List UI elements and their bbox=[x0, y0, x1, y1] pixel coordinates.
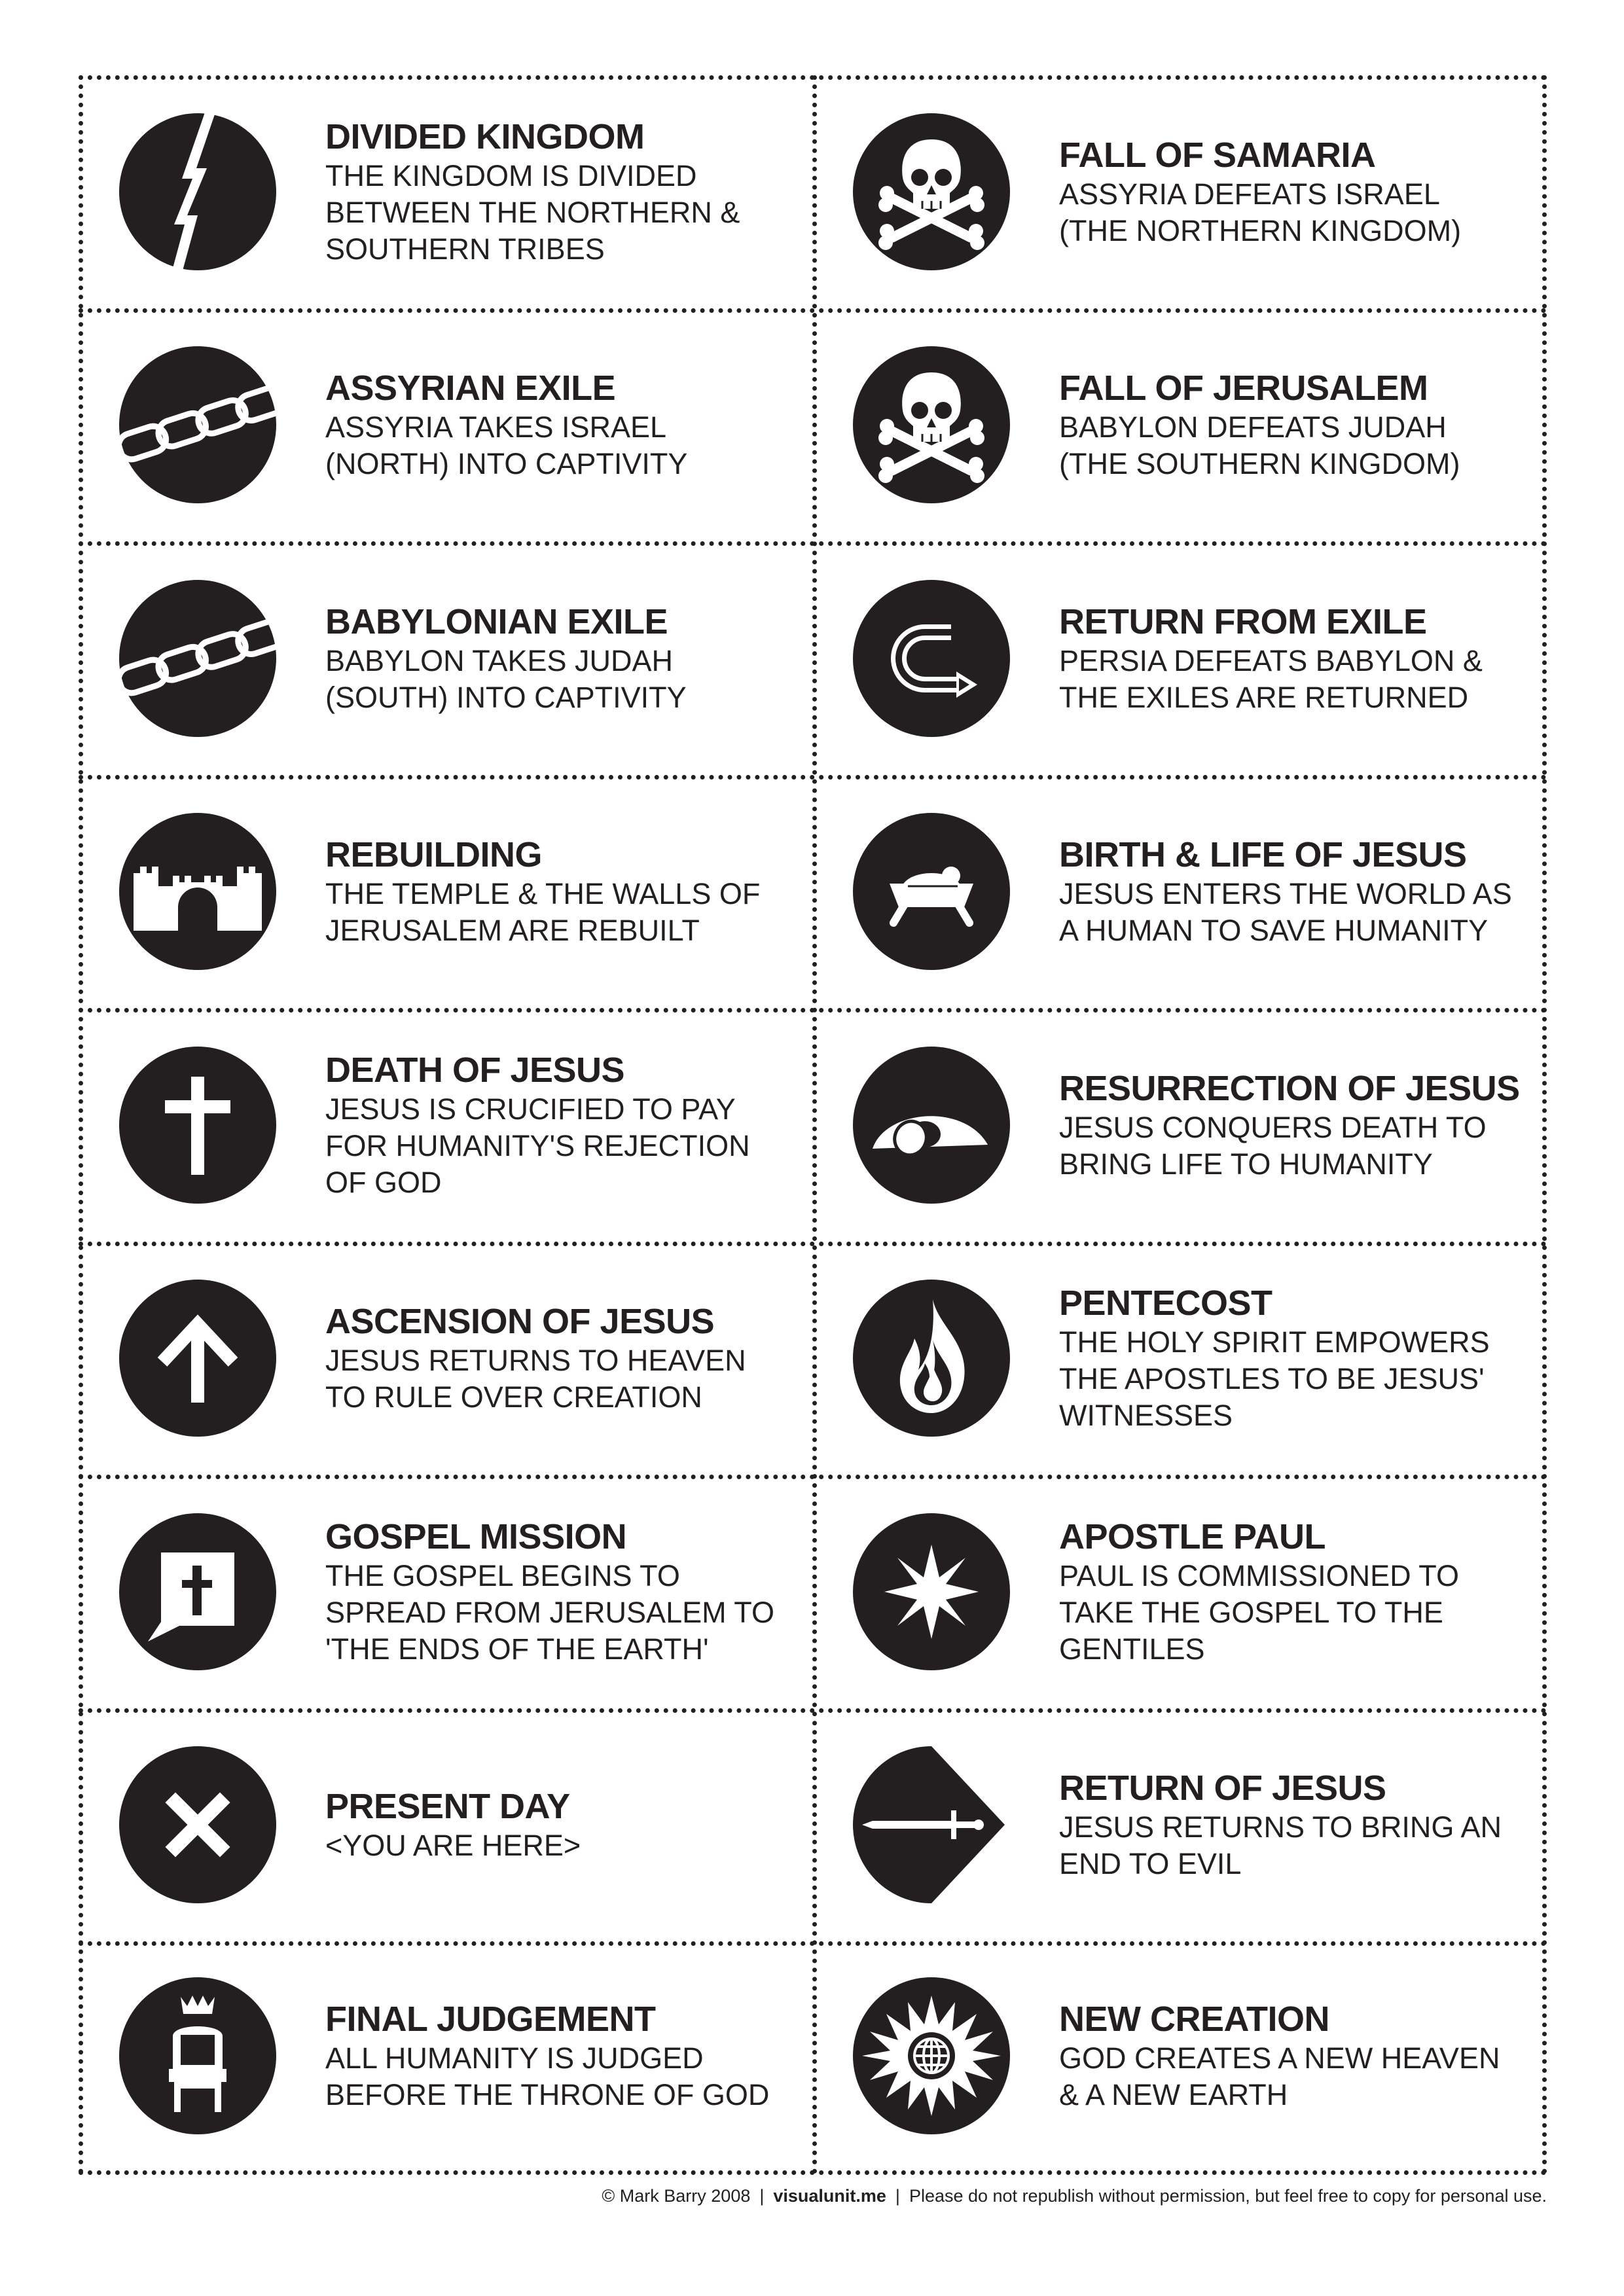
card-description-line: SPREAD FROM JERUSALEM TO bbox=[325, 1595, 774, 1629]
card-description-line: OF GOD bbox=[325, 1165, 442, 1199]
website-link[interactable]: visualunit.me bbox=[773, 2186, 886, 2206]
card-description-line: BETWEEN THE NORTHERN & bbox=[325, 196, 740, 229]
card-title: RESURRECTION OF JESUS bbox=[1059, 1068, 1520, 1108]
speech-bubble-cross-icon bbox=[119, 1513, 276, 1670]
card-description-line: (THE NORTHERN KINGDOM) bbox=[1059, 214, 1462, 247]
copyright: © Mark Barry 2008 bbox=[602, 2186, 751, 2206]
footer bbox=[602, 2186, 1547, 2206]
card-title: FINAL JUDGEMENT bbox=[325, 2000, 656, 2039]
card-title: RETURN FROM EXILE bbox=[1059, 601, 1427, 641]
card-title: RETURN OF JESUS bbox=[1059, 1768, 1386, 1808]
sword-icon bbox=[853, 1746, 1010, 1903]
usage-notice: Please do not republish without permission, but feel free to copy for personal use. bbox=[909, 2186, 1547, 2206]
card-description-line: THE KINGDOM IS DIVIDED bbox=[325, 159, 697, 192]
u-turn-arrow-icon bbox=[853, 580, 1010, 737]
card-title: DIVIDED KINGDOM bbox=[325, 117, 645, 156]
card-resurrection-of-jesus bbox=[812, 1008, 1542, 1242]
skull-crossbones-icon bbox=[853, 113, 1010, 270]
card-description-line: THE TEMPLE & THE WALLS OF bbox=[325, 877, 761, 910]
cut-line bbox=[1542, 75, 1547, 2175]
card-return-of-jesus bbox=[812, 1708, 1542, 1941]
card-description-line: WITNESSES bbox=[1059, 1399, 1233, 1432]
card-description-line: BRING LIFE TO HUMANITY bbox=[1059, 1147, 1433, 1181]
card-gospel-mission bbox=[79, 1475, 812, 1708]
up-arrow-icon bbox=[119, 1280, 276, 1437]
card-description-line: (SOUTH) INTO CAPTIVITY bbox=[325, 680, 687, 714]
card-description-line: (THE SOUTHERN KINGDOM) bbox=[1059, 447, 1460, 480]
card-title: NEW CREATION bbox=[1059, 2000, 1329, 2039]
card-description-line: THE GOSPEL BEGINS TO bbox=[325, 1558, 680, 1592]
card-final-judgement bbox=[79, 1941, 812, 2170]
card-title: ASSYRIAN EXILE bbox=[325, 368, 616, 408]
card-sheet bbox=[79, 75, 1547, 2175]
card-title: ASCENSION OF JESUS bbox=[325, 1302, 715, 1341]
card-title: APOSTLE PAUL bbox=[1059, 1516, 1326, 1556]
card-title: GOSPEL MISSION bbox=[325, 1516, 627, 1556]
card-description-line: THE APOSTLES TO BE JESUS' bbox=[1059, 1362, 1485, 1395]
card-fall-of-jerusalem bbox=[812, 308, 1542, 541]
card-description-line: A HUMAN TO SAVE HUMANITY bbox=[1059, 914, 1489, 947]
card-description-line: TO RULE OVER CREATION bbox=[325, 1380, 702, 1414]
card-description-line: END TO EVIL bbox=[1059, 1847, 1242, 1880]
card-title: FALL OF SAMARIA bbox=[1059, 135, 1376, 175]
card-description-line: BABYLON TAKES JUDAH bbox=[325, 643, 673, 677]
chain-icon bbox=[119, 580, 276, 737]
card-description-line: & A NEW EARTH bbox=[1059, 2078, 1288, 2111]
card-description-line: JESUS RETURNS TO HEAVEN bbox=[325, 1344, 746, 1377]
sunburst-globe-icon bbox=[853, 1977, 1010, 2134]
card-description-line: GENTILES bbox=[1059, 1632, 1205, 1666]
card-assyrian-exile bbox=[79, 308, 812, 541]
footer-separator: | bbox=[759, 2186, 765, 2206]
card-description-line: FOR HUMANITY'S REJECTION bbox=[325, 1128, 750, 1162]
card-description-line: BABYLON DEFEATS JUDAH bbox=[1059, 410, 1447, 444]
card-description-line: TAKE THE GOSPEL TO THE bbox=[1059, 1595, 1443, 1629]
card-title: BIRTH & LIFE OF JESUS bbox=[1059, 835, 1467, 874]
star-icon bbox=[853, 1513, 1010, 1670]
card-description-line: JESUS ENTERS THE WORLD AS bbox=[1059, 877, 1512, 910]
card-description-line: THE EXILES ARE RETURNED bbox=[1059, 680, 1469, 714]
card-apostle-paul bbox=[812, 1475, 1542, 1708]
card-babylonian-exile bbox=[79, 541, 812, 775]
card-rebuilding bbox=[79, 775, 812, 1008]
card-title: DEATH OF JESUS bbox=[325, 1050, 625, 1090]
card-description-line: THE HOLY SPIRIT EMPOWERS bbox=[1059, 1325, 1490, 1359]
card-present-day bbox=[79, 1708, 812, 1941]
card-title: FALL OF JERUSALEM bbox=[1059, 368, 1428, 408]
card-title: REBUILDING bbox=[325, 835, 542, 874]
card-description-line: ASSYRIA TAKES ISRAEL bbox=[325, 410, 667, 444]
card-title: BABYLONIAN EXILE bbox=[325, 601, 668, 641]
x-mark-icon bbox=[119, 1746, 276, 1903]
card-birth-life-of-jesus bbox=[812, 775, 1542, 1008]
lightning-icon bbox=[119, 113, 276, 270]
card-divided-kingdom bbox=[79, 75, 812, 308]
card-description-line: ASSYRIA DEFEATS ISRAEL bbox=[1059, 177, 1440, 211]
card-description-line: (NORTH) INTO CAPTIVITY bbox=[325, 447, 688, 480]
card-death-of-jesus bbox=[79, 1008, 812, 1242]
card-description-line: JESUS CONQUERS DEATH TO bbox=[1059, 1110, 1487, 1144]
throne-crown-icon bbox=[119, 1977, 276, 2134]
chain-icon bbox=[119, 346, 276, 503]
flame-icon bbox=[853, 1280, 1010, 1437]
card-return-from-exile bbox=[812, 541, 1542, 775]
card-title: PRESENT DAY bbox=[325, 1787, 570, 1826]
empty-tomb-icon bbox=[853, 1047, 1010, 1204]
card-description-line: JERUSALEM ARE REBUILT bbox=[325, 914, 700, 947]
card-description-line: 'THE ENDS OF THE EARTH' bbox=[325, 1632, 709, 1666]
card-description-line: JESUS IS CRUCIFIED TO PAY bbox=[325, 1092, 736, 1126]
card-fall-of-samaria bbox=[812, 75, 1542, 308]
card-description-line: ALL HUMANITY IS JUDGED bbox=[325, 2041, 704, 2075]
manger-icon bbox=[853, 813, 1010, 970]
card-title: PENTECOST bbox=[1059, 1283, 1272, 1323]
card-ascension-of-jesus bbox=[79, 1242, 812, 1475]
city-walls-icon bbox=[119, 813, 276, 970]
card-description-line: BEFORE THE THRONE OF GOD bbox=[325, 2078, 770, 2111]
card-description-line: JESUS RETURNS TO BRING AN bbox=[1059, 1810, 1502, 1844]
card-description-line: SOUTHERN TRIBES bbox=[325, 232, 605, 266]
card-description-line: PERSIA DEFEATS BABYLON & bbox=[1059, 643, 1483, 677]
card-description-line: <YOU ARE HERE> bbox=[325, 1829, 581, 1862]
card-description-line: GOD CREATES A NEW HEAVEN bbox=[1059, 2041, 1500, 2075]
card-description-line: PAUL IS COMMISSIONED TO bbox=[1059, 1558, 1459, 1592]
card-new-creation bbox=[812, 1941, 1542, 2170]
footer-separator: | bbox=[895, 2186, 900, 2206]
cross-icon bbox=[119, 1047, 276, 1204]
skull-crossbones-icon bbox=[853, 346, 1010, 503]
card-pentecost bbox=[812, 1242, 1542, 1475]
